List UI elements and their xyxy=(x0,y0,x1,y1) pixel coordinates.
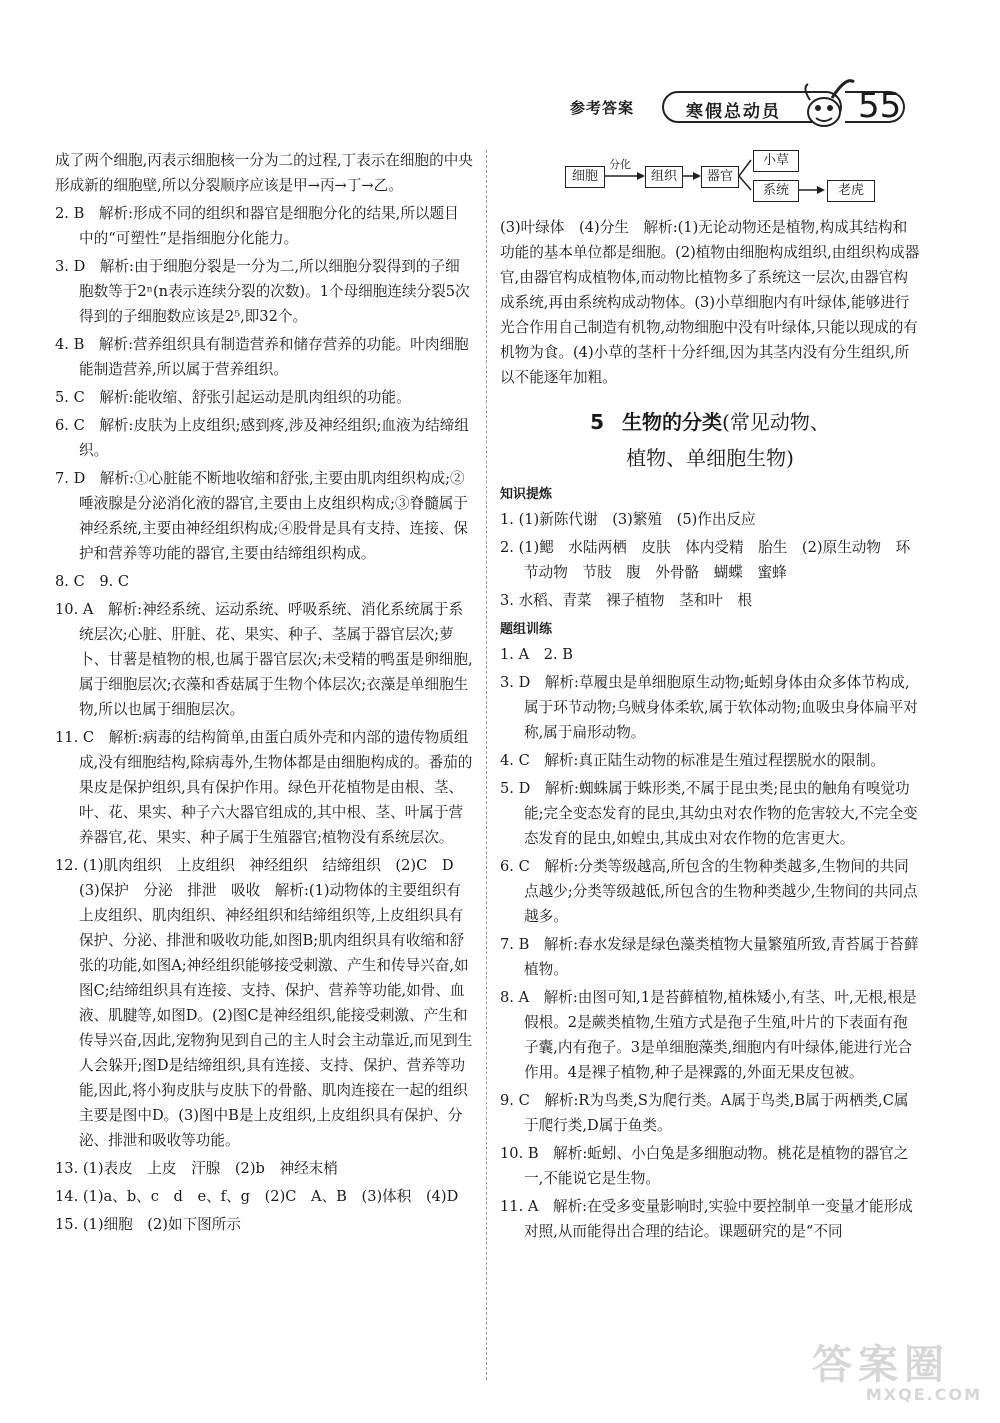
diagram-organ: 器官 xyxy=(701,166,739,188)
knowledge-item: 1. (1)新陈代谢 (3)繁殖 (5)作出反应 xyxy=(500,511,756,528)
answer-15-continued: (3)叶绿体 (4)分生 解析:(1)无论动物还是植物,构成其结构和功能的基本单位都是细胞。(2)植物由细胞构成组织,由组织构成器官,由器官构成植物体,而动物比植物多了系统这一层次,由器官构成系统,再由系统构成动物体。(3)小草细胞内有叶绿体,能够进行光合作用自己制造有机物,动物细胞中没有叶绿体,只能以现成的有机物为食。(4)小草的茎杆十分纤细,因为其茎内没有分生组织,所以不能逐年加粗。 xyxy=(500,219,920,386)
answer-7: 7. D 解析:①心脏能不断地收缩和舒张,主要由肌肉组织构成;②唾液腺是分泌消化液的器官,主要由上皮组织构成;③脊髓属于神经系统,主要由神经组织构成;④股骨是具有支持、连接、保护和营养等功能的器官,主要由结缔组织构成。 xyxy=(55,470,468,562)
right-column xyxy=(500,215,920,1247)
answer-10: 10. A 解析:神经系统、运动系统、呼吸系统、消化系统属于系统层次;心脏、肝脏、花、果实、种子、茎属于器官层次;萝卜、甘薯是植物的根,也属于器官层次;未受精的鸭蛋是卵细胞,属于细胞层次;衣藻和香菇属于生物个体层次;衣藻是单细胞生物,所以也属于细胞层次。 xyxy=(55,601,473,718)
answer-6: 6. C 解析:皮肤为上皮组织;感到疼,涉及神经组织;血液为结缔组织。 xyxy=(55,417,469,459)
training-item: 3. D 解析:草履虫是单细胞原生动物;蚯蚓身体由众多体节构成,属于环节动物;乌贼身体柔软,属于软体动物;血吸虫身体扁平对称,属于扁形动物。 xyxy=(500,674,918,741)
diagram-differentiation: 分化 xyxy=(609,158,631,171)
diagram-tiger: 老虎 xyxy=(827,180,875,202)
answer-11: 11. C 解析:病毒的结构简单,由蛋白质外壳和内部的遗传物质组成,没有细胞结构,除病毒外,生物体都是由细胞构成的。番茄的果皮是保护组织,具有保护作用。绿色开花植物是由根、茎、叶、花、果实、种子六大器官组成的,其中根、茎、叶属于营养器官,花、果实、种子属于生殖器官;植物没有系统层次。 xyxy=(55,729,473,846)
section-title xyxy=(500,404,920,476)
answer-3: 3. D 解析:由于细胞分裂是一分为二,所以细胞分裂得到的子细胞数等于2ⁿ(n表示连续分裂的次数)。1个母细胞连续分裂5次得到的子细胞数应该是2⁵,即32个。 xyxy=(55,258,470,325)
diagram-grass: 小草 xyxy=(753,150,799,172)
diagram-system: 系统 xyxy=(753,180,799,202)
column-divider xyxy=(486,150,487,1380)
training-item: 7. B 解析:春水发绿是绿色藻类植物大量繁殖所致,青苔属于苔藓植物。 xyxy=(500,936,919,978)
training-item: 10. B 解析:蚯蚓、小白兔是多细胞动物。桃花是植物的器官之一,不能说它是生物。 xyxy=(500,1145,909,1187)
watermark-url: MXQE.COM xyxy=(865,1385,982,1404)
header-label: 参考答案 xyxy=(570,99,635,117)
section-number: 5 xyxy=(590,410,605,434)
header-title: 寒假总动员 xyxy=(686,102,781,122)
training-item: 11. A 解析:在受多变量影响时,实验中要控制单一变量才能形成对照,从而能得出合理的结论。课题研究的是“不同 xyxy=(500,1198,913,1240)
training-item: 1. A 2. B xyxy=(500,646,573,663)
answer-4: 4. B 解析:营养组织具有制造营养和储存营养的功能。叶肉细胞能制造营养,所以属于营养组织。 xyxy=(55,336,469,378)
training-item: 8. A 解析:由图可知,1是苔藓植物,植株矮小,有茎、叶,无根,根是假根。2是蕨类植物,生殖方式是孢子生殖,叶片的下表面有孢子囊,内有孢子。3是单细胞藻类,细胞内有叶绿体,能进行光合作用。4是裸子植物,种子是裸露的,外面无果皮包被。 xyxy=(500,989,917,1081)
answer-8-9: 8. C 9. C xyxy=(55,573,130,590)
answer-12: 12. (1)肌肉组织 上皮组织 神经组织 结缔组织 (2)C D (3)保护 分泌 排泄 吸收 解析:(1)动物体的主要组织有上皮组织、肌肉组织、神经组织和结缔组织等,上皮组织具有保护、分泌、排泄和吸收功能,如图B;肌肉组织具有收缩和舒张的功能,如图A;神经组织能够接受刺激、产生和传导兴奋,如图C;结缔组织具有连接、支持、保护、营养等功能,如骨、血液、肌腱等,如图D。(2)图C是神经组织,能接受刺激、产生和传导兴奋,因此,宠物狗见到自己的主人时会主动靠近,而见到生人会躲开;图D是结缔组织,具有连接、支持、保护、营养等功能,因此,将小狗皮肤与皮肤下的骨骼、肌肉连接在一起的组织主要是图中D。(3)图中B是上皮组织,上皮组织具有保护、分泌、排泄和吸收等功能。 xyxy=(55,857,473,1149)
answer-14: 14. (1)a、b、c d e、f、g (2)C A、B (3)体积 (4)D xyxy=(55,1188,459,1205)
answer-15: 15. (1)细胞 (2)如下图所示 xyxy=(55,1216,241,1233)
training-heading: 题组训练 xyxy=(500,622,553,637)
answer-1-continued: 成了两个细胞,丙表示细胞核一分为二的过程,丁表示在细胞的中央形成新的细胞壁,所以分裂顺序应该是甲→丙→丁→乙。 xyxy=(55,152,473,194)
knowledge-item: 3. 水稻、青菜 裸子植物 茎和叶 根 xyxy=(500,592,753,609)
answer-13: 13. (1)表皮 上皮 汗腺 (2)b 神经末梢 xyxy=(55,1160,338,1177)
section-title-text: 生物的分类 xyxy=(622,410,723,434)
section-subtitle-2: 植物、单细胞生物) xyxy=(626,446,794,470)
watermark xyxy=(812,1342,982,1405)
knowledge-heading: 知识提炼 xyxy=(500,487,553,502)
watermark-text: 答案圈 xyxy=(812,1342,950,1388)
answer-5: 5. C 解析:能收缩、舒张引起运动是肌肉组织的功能。 xyxy=(55,389,411,406)
section-subtitle-1: (常见动物、 xyxy=(722,410,830,434)
page-number: 55 xyxy=(858,86,902,126)
training-item: 5. D 解析:蜘蛛属于蛛形类,不属于昆虫类;昆虫的触角有嗅觉功能;完全变态发育的昆虫,其幼虫对农作物的危害较大,不完全变态发育的昆虫,如蝗虫,其成虫对农作物的危害更大。 xyxy=(500,780,918,847)
training-item: 9. C 解析:R为鸟类,S为爬行类。A属于鸟类,B属于两栖类,C属于爬行类,D属于鱼类。 xyxy=(500,1092,909,1134)
training-item: 6. C 解析:分类等级越高,所包含的生物种类越多,生物间的共同点越少;分类等级越低,所包含的生物种类越少,生物间的共同点越多。 xyxy=(500,858,918,925)
mascot-icon xyxy=(796,72,856,130)
answer-2: 2. B 解析:形成不同的组织和器官是细胞分化的结果,所以题目中的“可塑性”是指细胞分化能力。 xyxy=(55,205,459,247)
knowledge-item: 2. (1)鳃 水陆两栖 皮肤 体内受精 胎生 (2)原生动物 环节动物 节肢 腹 外骨骼 蝴蝶 蜜蜂 xyxy=(500,539,911,581)
organization-diagram xyxy=(565,150,925,210)
diagram-tissue: 组织 xyxy=(645,166,683,188)
left-column xyxy=(55,148,473,1240)
training-item: 4. C 解析:真正陆生动物的标准是生殖过程摆脱水的限制。 xyxy=(500,752,885,769)
diagram-cell: 细胞 xyxy=(565,166,605,188)
